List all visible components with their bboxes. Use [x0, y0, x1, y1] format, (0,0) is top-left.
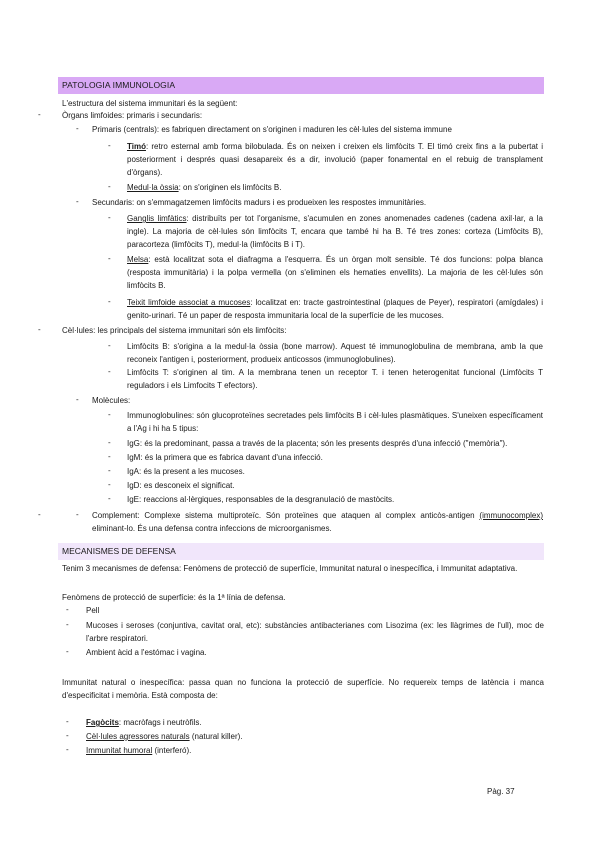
humoral-item	[86, 745, 191, 757]
agressores-item	[86, 731, 243, 743]
cellules-line	[62, 325, 287, 337]
bullet-dash: -	[66, 745, 69, 754]
organs-heading: Òrgans limfoides: primaris i secundaris:	[62, 111, 203, 120]
section-header-patologia: PATOLOGIA IMMUNOLOGIA	[58, 77, 544, 94]
molecules-heading: Molècules:	[92, 396, 131, 405]
bullet-dash: -	[108, 182, 111, 191]
ganglis-paragraph	[127, 213, 543, 251]
secundaris-label: Secundaris:	[92, 198, 135, 207]
pell-item: Pell	[86, 606, 100, 615]
bullet-dash: -	[38, 325, 41, 334]
bullet-dash: -	[66, 731, 69, 740]
igm-item: IgM: és la primera que es fabrica davant d'una infecció.	[127, 453, 323, 462]
proteccio-superficie-intro: Fenòmens de protecció de superfície: és la 1ª línia de defensa.	[62, 593, 286, 602]
bullet-dash: -	[108, 438, 111, 447]
bullet-dash: -	[66, 620, 69, 629]
primaris-label: Primaris (centrals):	[92, 125, 160, 134]
melsa-label: Melsa	[127, 255, 149, 264]
bullet-dash: -	[38, 110, 41, 119]
secundaris-line	[92, 197, 426, 209]
bullet-dash: -	[108, 452, 111, 461]
complement-text-a: Complexe sistema multiproteïc. Són proteïnes que ataquen al complex anticòs-antigen	[139, 511, 480, 520]
timo-label: Timó	[127, 142, 146, 151]
bullet-dash: -	[38, 510, 41, 519]
bullet-dash: -	[108, 341, 111, 350]
bullet-dash: -	[66, 605, 69, 614]
bullet-dash: -	[108, 410, 111, 419]
timo-text: : retro esternal amb forma bilobulada. És on neixen i creixen els limfòcits T. El timó creix fins a la pubertat i posteriorment i després quasi desapareix és a dir, involució (paper fonamental en el rebuig de transplament d'òrgans).	[127, 142, 543, 177]
intro-text: L'estructura del sistema immunitari és la següent:	[62, 99, 238, 108]
fagocits-item	[86, 717, 202, 729]
medulla-text: : on s'originen els limfòcits B.	[178, 183, 282, 192]
limfocits-b-label: Limfòcits B:	[127, 342, 170, 351]
teixit-paragraph	[127, 297, 543, 323]
bullet-dash: -	[108, 466, 111, 475]
limfocits-b-text: s'origina a la medul·la òssia (bone marrow). Aquest té immunoglobulina de membrana, amb la que reconeix l'antigen i, posteriorment, produeix anticossos (immunoglobulines).	[127, 342, 544, 364]
humoral-label: Immunitat humoral	[86, 746, 153, 755]
mucoses-item: Mucoses i seroses (conjuntiva, cavitat oral, etc): substàncies antibacterianes com Lisozima (ex: les llàgrimes de l'ull), moc de l'arbre respiratori.	[86, 621, 544, 643]
limfocits-t-label: Limfòcits T:	[127, 368, 169, 377]
iga-item: IgA: és la present a les mucoses.	[127, 467, 245, 476]
section-header-mecanismes: MECANISMES DE DEFENSA	[58, 543, 544, 560]
bullet-dash: -	[76, 124, 79, 133]
mecanismes-intro: Tenim 3 mecanismes de defensa: Fenòmens de protecció de superfície, Immunitat natural o inespecífica, i Immunitat adaptativa.	[62, 564, 518, 573]
complement-paragraph	[92, 510, 543, 536]
complement-text-b: eliminant-lo. És una defensa contra infeccions de microorganismes.	[92, 523, 332, 533]
secundaris-text: on s'emmagatzemen limfòcits madurs i es produeixen les respostes immunitàries.	[134, 198, 427, 207]
bullet-dash: -	[76, 510, 79, 519]
cellules-text: les principals del sistema immunitari són els limfòcits:	[95, 326, 287, 335]
bullet-dash: -	[108, 254, 111, 263]
bullet-dash: -	[66, 717, 69, 726]
limfocits-b-paragraph	[127, 341, 543, 367]
limfocits-t-text: s'originen al tim. A la membrana tenen un receptor T. i tenen heterogenitat funcional (Limfòcits T reguladors i els Limfocits T efectors).	[127, 368, 543, 390]
medulla-line	[127, 182, 281, 194]
bullet-dash: -	[108, 480, 111, 489]
cellules-label: Cèl·lules:	[62, 326, 96, 335]
timo-paragraph	[127, 141, 543, 179]
complement-label: Complement:	[92, 511, 140, 520]
ganglis-text: : distribuïts per tot l'organisme, s'acumulen en zones anomenades cadenes (cadena axil·lar, a la ingle). La majoria de cèl·lules són limfòcits T, encara que també hi ha B. Té tres zones: corteza (Limfòcits B), paracorteza (limfòcits T), medul·la (limfòcits B i T).	[127, 214, 543, 249]
bullet-dash: -	[66, 647, 69, 656]
fagocits-label: Fagòcits	[86, 718, 119, 727]
immunocomplex-term: (immunocomplex)	[479, 511, 543, 520]
melsa-paragraph	[127, 254, 543, 292]
agressores-label: Cèl·lules agressores naturals	[86, 732, 190, 741]
ige-item: IgE: reaccions al·lèrgiques, responsables de la desgranulació de mastòcits.	[127, 495, 395, 504]
bullet-dash: -	[108, 213, 111, 222]
fagocits-text: : macròfags i neutròfils.	[118, 718, 202, 727]
immunitat-natural-paragraph: Immunitat natural o inespecífica: passa quan no funciona la protecció de superfície. No requereix temps de latència i manca d'especificitat i memòria. Està composta de:	[62, 678, 544, 700]
primaris-line	[92, 124, 452, 136]
bullet-dash: -	[76, 197, 79, 206]
humoral-text: (interferó).	[152, 746, 192, 755]
bullet-dash: -	[76, 395, 79, 404]
melsa-text: : està localitzat sota el diafragma a l'esquerra. És un òrgan molt sensible. Té dos funcions: polpa blanca (resposta immunitària) i la polpa vermella (on s'eliminen els hematies envellits). La majoria de les cèl·lules són limfòcits B.	[127, 255, 543, 290]
bullet-dash: -	[108, 297, 111, 306]
ambient-acid-item: Ambient àcid a l'estómac i vagina.	[86, 648, 207, 657]
teixit-text: : localitzat en: tracte gastrointestinal (plaques de Peyer), respiratori (amígdales) i genito-urinari. Té un paper de resposta immunitaria local de la superfície de les mucoses.	[127, 298, 543, 320]
bullet-dash: -	[108, 141, 111, 150]
igg-item: IgG: és la predominant, passa a través de la placenta; són les presents després d'una infecció ("memòria").	[127, 439, 508, 448]
teixit-label: Teixit limfoide associat a mucoses	[127, 298, 251, 307]
igd-item: IgD: es desconeix el significat.	[127, 481, 235, 490]
bullet-dash: -	[108, 494, 111, 503]
bullet-dash: -	[108, 367, 111, 376]
immunoglobulines-paragraph: Immunoglobulines: són glucoproteïnes secretades pels limfòcits B i cèl·lules plasmàtiques. S'uneixen específicament a l'Ag i hi ha 5 tipus:	[127, 411, 543, 433]
limfocits-t-paragraph	[127, 367, 543, 393]
agressores-text: (natural killer).	[189, 732, 243, 741]
ganglis-label: Ganglis limfàtics	[127, 214, 187, 223]
page-number: Pàg. 37	[487, 787, 515, 796]
primaris-text: es fabriquen directament on s'originen i maduren les cèl·lules del sistema immune	[159, 125, 452, 134]
medulla-label: Medul·la òssia	[127, 183, 179, 192]
